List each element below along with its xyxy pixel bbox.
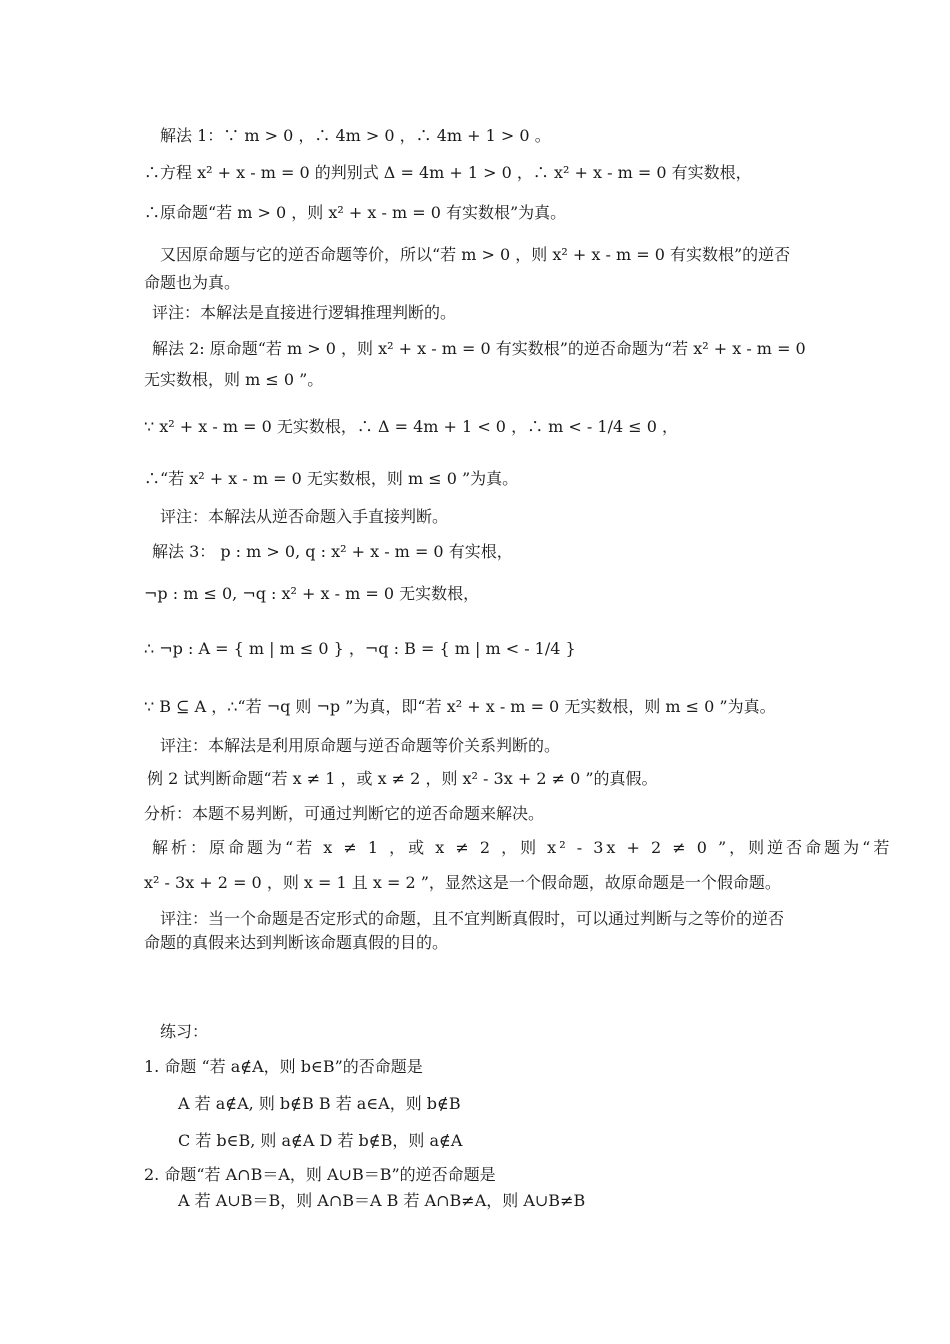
solution-1-line: 解法 1：∵ m > 0 ，∴ 4m > 0 ，∴ 4m + 1 > 0 。: [160, 126, 551, 145]
equivalence-line-cont: 命题也为真。: [144, 273, 241, 292]
solution-2-line-cont: 无实数根，则 m ≤ 0 ”。: [144, 370, 324, 389]
analysis-solution-line-cont: x² - 3x + 2 = 0 ，则 x = 1 且 x = 2 ”，显然这是一个假命题，故原命题是一个假命题。: [144, 873, 781, 892]
exercise-1-options-cd: C 若 b∈B, 则 a∉A D 若 b∉B，则 a∉A: [178, 1131, 463, 1150]
comment-1: 评注：本解法是直接进行逻辑推理判断的。: [152, 303, 457, 322]
discriminant-line: ∴方程 x² + x - m = 0 的判别式 Δ = 4m + 1 > 0 ，∴ x² + x - m = 0 有实数根，: [144, 163, 752, 182]
exercise-2-options-ab: A 若 A∪B＝B，则 A∩B＝A B 若 A∩B≠A，则 A∪B≠B: [178, 1191, 586, 1210]
analysis-line: 分析：本题不易判断，可通过判断它的逆否命题来解决。: [144, 804, 545, 823]
comment-2: 评注：本解法从逆否命题入手直接判断。: [160, 507, 449, 526]
exercise-2-question: 2. 命题“若 A∩B＝A，则 A∪B＝B”的逆否命题是: [144, 1165, 496, 1184]
exercise-1-question: 1. 命题 “若 a∉A，则 b∈B”的否命题是: [144, 1057, 423, 1076]
negation-line: ¬p : m ≤ 0, ¬q : x² + x - m = 0 无实数根，: [144, 584, 480, 603]
equivalence-line: 又因原命题与它的逆否命题等价，所以“若 m > 0 ，则 x² + x - m = 0 有实数根”的逆否: [160, 245, 791, 264]
sets-line: ∴ ¬p : A = { m | m ≤ 0 } ，¬q : B = { m | m < - 1/4 }: [144, 639, 576, 658]
example-2-line: 例 2 试判断命题“若 x ≠ 1 ，或 x ≠ 2 ，则 x² - 3x + 2 ≠ 0 ”的真假。: [147, 769, 658, 788]
contrapositive-true-line: ∴“若 x² + x - m = 0 无实数根，则 m ≤ 0 ”为真。: [144, 469, 519, 488]
exercise-1-options-ab: A 若 a∉A, 则 b∉B B 若 a∈A，则 b∉B: [178, 1094, 461, 1113]
subset-line: ∵ B ⊆ A ，∴“若 ¬q 则 ¬p ”为真，即“若 x² + x - m = 0 无实数根，则 m ≤ 0 ”为真。: [144, 697, 776, 716]
exercises-heading: 练习：: [160, 1022, 209, 1041]
original-proposition-true-line: ∴原命题“若 m > 0 ，则 x² + x - m = 0 有实数根”为真。: [144, 203, 567, 222]
no-real-roots-line: ∵ x² + x - m = 0 无实数根，∴ Δ = 4m + 1 < 0 ，∴ m < - 1/4 ≤ 0 ，: [144, 417, 678, 436]
comment-4-cont: 命题的真假来达到判断该命题真假的目的。: [144, 933, 449, 952]
solution-2-line: 解法 2: 原命题“若 m > 0 ，则 x² + x - m = 0 有实数根”的逆否命题为“若 x² + x - m = 0: [152, 339, 806, 358]
solution-3-line: 解法 3： p : m > 0, q : x² + x - m = 0 有实根，: [152, 542, 513, 561]
analysis-solution-line: 解析：原命题为“若 x ≠ 1 ，或 x ≠ 2 ，则 x² - 3x + 2 ≠ 0 ”，则逆否命题为“若: [152, 838, 893, 857]
comment-3: 评注：本解法是利用原命题与逆否命题等价关系判断的。: [160, 736, 561, 755]
comment-4: 评注：当一个命题是否定形式的命题，且不宜判断真假时，可以通过判断与之等价的逆否: [160, 909, 785, 928]
